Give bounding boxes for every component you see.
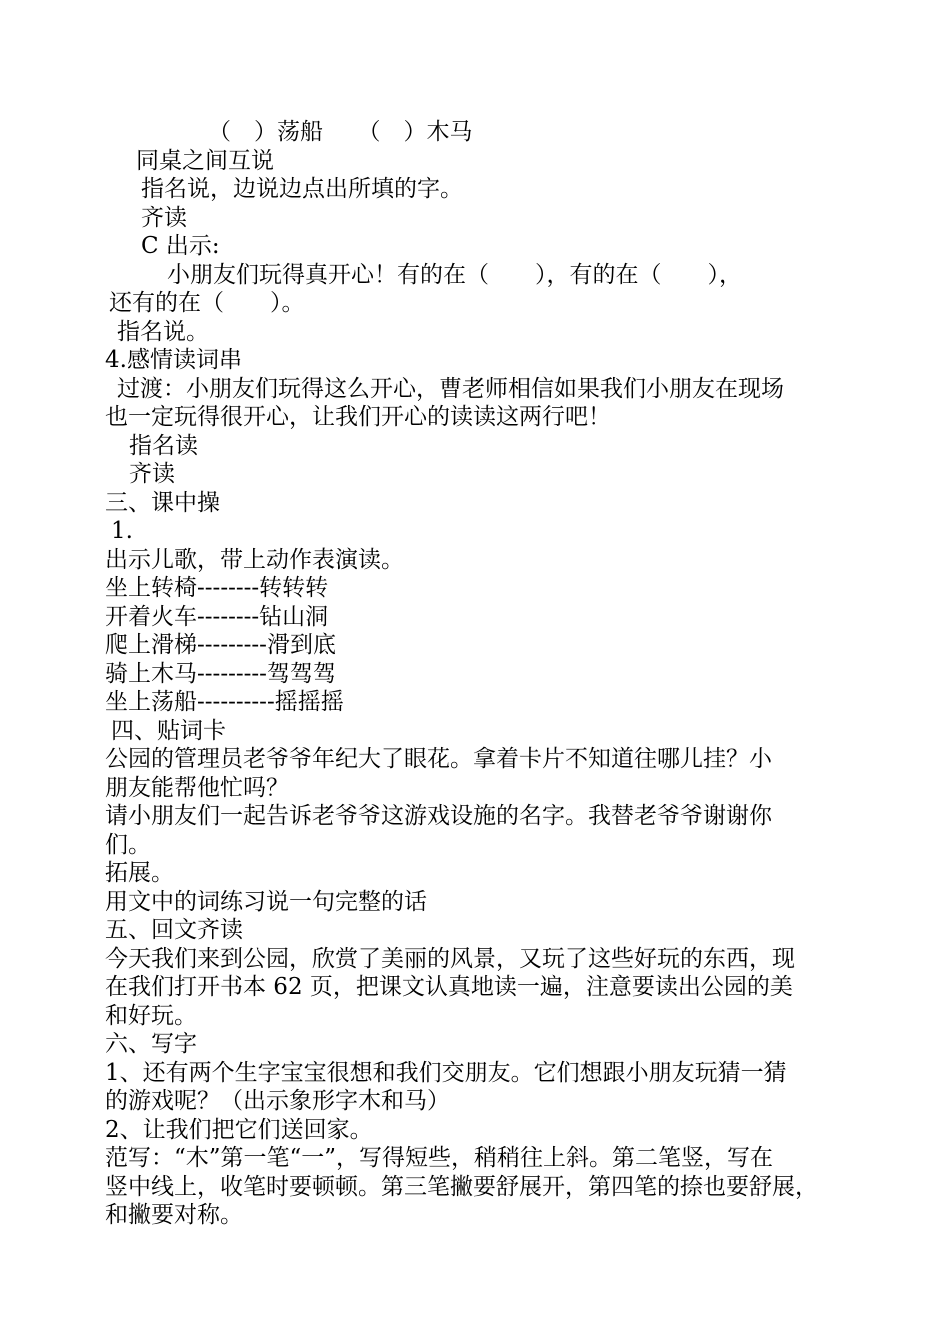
section-heading: 六、写字 [105, 1031, 197, 1057]
text-line: 范写：“木”第一笔“一”，写得短些，稍稍往上斜。第二笔竖，写在 [105, 1145, 774, 1171]
text-line: 还有的在（ ）。 [109, 290, 305, 316]
text-line: 用文中的词练习说一句完整的话 [105, 889, 427, 915]
text-line: （ ）荡船 （ ）木马 [208, 119, 473, 145]
text-line: 公园的管理员老爷爷年纪大了眼花。拿着卡片不知道往哪儿挂？小 [105, 746, 772, 772]
text-line: 指名说，边说边点出所填的字。 [141, 176, 463, 202]
text-line: 同桌之间互说 [136, 148, 274, 174]
section-heading: 五、回文齐读 [105, 917, 243, 943]
text-line: 出示儿歌，带上动作表演读。 [105, 547, 404, 573]
text-line: 过渡：小朋友们玩得这么开心，曹老师相信如果我们小朋友在现场 [117, 376, 784, 402]
text-line: 拓展。 [105, 860, 174, 886]
text-line: 今天我们来到公园，欣赏了美丽的风景，又玩了这些好玩的东西，现 [105, 946, 795, 972]
text-line: 在我们打开书本 62 页，把课文认真地读一遍，注意要读出公园的美 [105, 974, 793, 1000]
text-line: 们。 [105, 832, 151, 858]
rhyme-line: 骑上木马---------驾驾驾 [105, 661, 336, 687]
text-line: 和撇要对称。 [105, 1202, 243, 1228]
section-heading: 四、贴词卡 [111, 718, 226, 744]
rhyme-line: 坐上转椅--------转转转 [105, 575, 329, 601]
rhyme-line: 开着火车--------钻山洞 [105, 604, 329, 630]
text-line: 2、让我们把它们送回家。 [105, 1117, 373, 1143]
text-line: 齐读 [129, 461, 175, 487]
text-line: 朋友能帮他忙吗？ [105, 775, 289, 801]
text-line: 指名读 [129, 433, 198, 459]
text-line: 竖中线上，收笔时要顿顿。第三笔撇要舒展开，第四笔的捺也要舒展， [105, 1174, 818, 1200]
text-line: 齐读 [141, 205, 187, 231]
text-line: 请小朋友们一起告诉老爷爷这游戏设施的名字。我替老爷爷谢谢你 [105, 803, 772, 829]
text-line: 1、还有两个生字宝宝很想和我们交朋友。它们想跟小朋友玩猜一猜 [105, 1060, 787, 1086]
section-heading: 4.感情读词串 [105, 347, 242, 373]
text-line: 小朋友们玩得真开心！有的在（ ），有的在（ ）， [167, 262, 742, 288]
section-heading: 三、课中操 [105, 490, 220, 516]
text-line: 指名说。 [117, 319, 209, 345]
text-line: C 出示: [141, 233, 220, 259]
rhyme-line: 坐上荡船----------摇摇摇 [105, 689, 344, 715]
rhyme-line: 爬上滑梯---------滑到底 [105, 632, 336, 658]
text-line: 和好玩。 [105, 1003, 197, 1029]
text-line: 的游戏呢？（出示象形字木和马） [105, 1088, 450, 1114]
text-line: 也一定玩得很开心，让我们开心的读读这两行吧！ [105, 404, 611, 430]
text-line: 1. [111, 518, 133, 544]
